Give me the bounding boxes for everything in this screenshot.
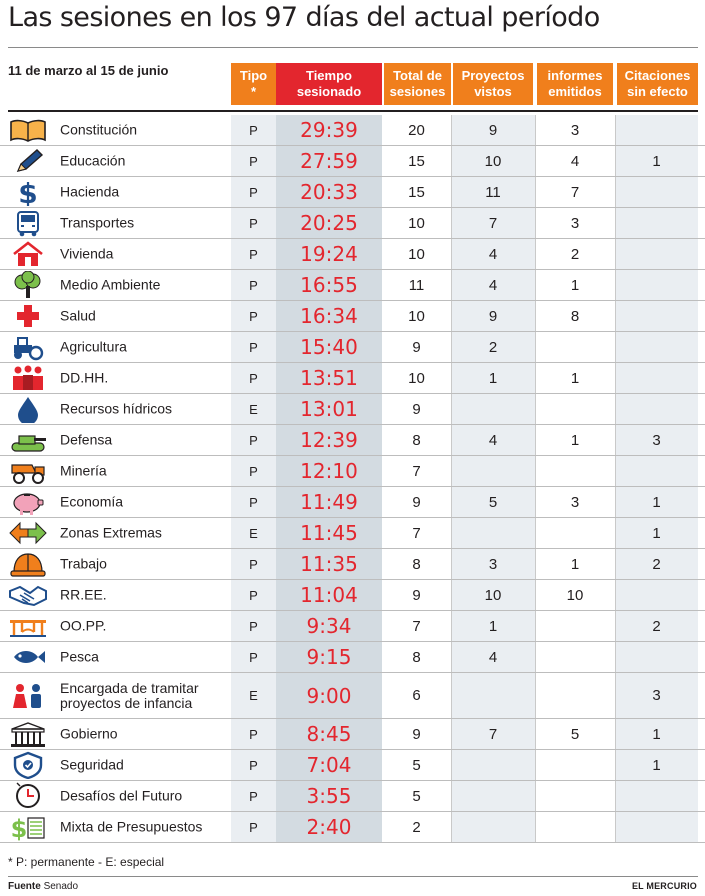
table-row [0,270,705,301]
total-cell: 8 [412,555,421,573]
commission-name: Transportes [60,214,135,231]
informes-cell: 10 [566,586,584,604]
column-divider [451,177,452,207]
informes-cell [535,518,615,548]
total-cell: 11 [408,276,425,294]
informes-cell: 1 [570,369,580,387]
commission-name: Defensa [60,431,113,448]
column-divider [615,611,616,641]
table-row [0,332,705,363]
column-divider [615,146,616,176]
column-divider [535,781,536,811]
informes-cell: 1 [570,555,580,573]
book-icon [8,116,48,144]
total-cell: 8 [412,648,421,666]
column-divider [451,208,452,238]
citaciones-cell [615,239,698,269]
commission-name: Gobierno [60,725,118,742]
proyectos-cell: 4 [451,642,535,672]
footer-divider [8,876,698,877]
tiempo-cell: 9:00 [276,673,382,718]
table-row [0,781,705,812]
column-divider [615,549,616,579]
commission-name: Encargada de tramitar proyectos de infancia [60,679,199,711]
column-divider [615,673,616,718]
fish-icon [8,643,48,671]
total-cell: 9 [412,493,421,511]
proyectos-cell: 1 [451,611,535,641]
total-cell: 8 [412,431,421,449]
table-row [0,239,705,270]
citaciones-cell [615,177,698,207]
informes-cell: 8 [570,307,580,325]
total-cell: 10 [408,307,425,325]
proyectos-cell: 9 [451,115,535,145]
header-tiempo-sesionado: Tiempo sesionado [276,63,382,105]
citaciones-cell: 2 [615,611,698,641]
total-cell: 7 [412,617,421,635]
total-cell: 10 [408,245,425,263]
table-row [0,115,705,146]
informes-cell: 1 [570,431,580,449]
bus-icon [8,209,48,237]
column-divider [451,456,452,486]
tipo-cell: E [231,394,276,424]
hard-hat-icon [8,550,48,578]
proyectos-cell [451,456,535,486]
column-divider [535,208,536,238]
tiempo-cell: 15:40 [276,332,382,362]
citaciones-cell [615,270,698,300]
shield-icon [8,751,48,779]
health-cross-icon [8,302,48,330]
column-divider [615,332,616,362]
water-drop-icon [8,395,48,423]
double-arrow-icon [8,519,48,547]
tree-icon [8,271,48,299]
total-cell: 2 [412,818,421,836]
informes-cell: 3 [570,214,580,232]
column-divider [535,750,536,780]
bridge-icon [8,612,48,640]
commission-name: OO.PP. [60,617,107,634]
commission-name: Desafíos del Futuro [60,787,183,804]
column-divider [451,301,452,331]
total-cell: 9 [412,725,421,743]
informes-cell [535,332,615,362]
commission-name: Pesca [60,648,99,665]
citaciones-cell: 1 [615,518,698,548]
citaciones-cell [615,781,698,811]
column-divider [615,425,616,455]
tipo-cell: P [231,487,276,517]
table-row [0,487,705,518]
tiempo-cell: 9:34 [276,611,382,641]
column-divider [535,518,536,548]
commission-name: Educación [60,152,126,169]
tipo-cell: P [231,146,276,176]
column-divider [451,750,452,780]
proyectos-cell [451,394,535,424]
commission-table [0,115,705,843]
column-divider [615,719,616,749]
informes-cell [535,781,615,811]
citaciones-cell [615,580,698,610]
source-value: Senado [43,881,79,892]
column-divider [451,332,452,362]
tiempo-cell: 27:59 [276,146,382,176]
pencil-icon [8,147,48,175]
title-divider [8,47,698,48]
proyectos-cell: 7 [451,208,535,238]
tipo-cell: P [231,239,276,269]
commission-name: DD.HH. [60,369,109,386]
proyectos-cell: 5 [451,487,535,517]
column-divider [451,580,452,610]
column-divider [451,611,452,641]
column-divider [535,673,536,718]
column-divider [535,487,536,517]
citaciones-cell: 1 [615,750,698,780]
tiempo-cell: 13:01 [276,394,382,424]
commission-name: Hacienda [60,183,120,200]
dollar-icon [8,178,48,206]
column-divider [451,239,452,269]
table-row [0,208,705,239]
column-divider [615,518,616,548]
column-divider [451,518,452,548]
commission-name: Constitución [60,121,138,138]
informes-cell [535,394,615,424]
column-divider [451,425,452,455]
svg-text:$: $ [18,178,38,206]
column-divider [535,456,536,486]
commission-name: Zonas Extremas [60,524,162,541]
tipo-cell: P [231,115,276,145]
total-cell: 5 [412,756,421,774]
column-divider [535,549,536,579]
tiempo-cell: 7:04 [276,750,382,780]
tipo-cell: P [231,719,276,749]
total-cell: 20 [408,121,425,139]
total-cell: 15 [408,152,425,170]
tiempo-cell: 13:51 [276,363,382,393]
citaciones-cell: 2 [615,549,698,579]
mining-truck-icon [8,457,48,485]
column-divider [615,301,616,331]
proyectos-cell: 9 [451,301,535,331]
people-group-icon [8,364,48,392]
tipo-cell: P [231,208,276,238]
handshake-icon [8,581,48,609]
tiempo-cell: 19:24 [276,239,382,269]
citaciones-cell: 1 [615,146,698,176]
budget-icon [8,813,48,841]
piggy-bank-icon [8,488,48,516]
informes-cell: 7 [570,183,580,201]
column-divider [615,239,616,269]
table-row [0,580,705,611]
column-divider [535,301,536,331]
tiempo-cell: 8:45 [276,719,382,749]
column-divider [535,146,536,176]
informes-cell: 3 [570,493,580,511]
column-divider [451,270,452,300]
column-divider [535,812,536,842]
total-cell: 5 [412,787,421,805]
commission-name: Salud [60,307,96,324]
column-divider [535,425,536,455]
table-row [0,518,705,549]
tiempo-cell: 3:55 [276,781,382,811]
source-line [8,881,78,892]
citaciones-cell: 1 [615,719,698,749]
table-row [0,611,705,642]
tipo-cell: E [231,673,276,718]
column-divider [451,812,452,842]
proyectos-cell [451,673,535,718]
tiempo-cell: 20:33 [276,177,382,207]
column-divider [535,332,536,362]
column-divider [615,750,616,780]
citaciones-cell [615,332,698,362]
column-divider [615,208,616,238]
citaciones-cell [615,812,698,842]
column-divider [535,177,536,207]
tiempo-cell: 11:04 [276,580,382,610]
table-row [0,394,705,425]
commission-name: Mixta de Presupuestos [60,818,203,835]
svg-text:$: $ [10,815,28,841]
proyectos-cell [451,781,535,811]
column-divider [615,177,616,207]
informes-cell: 2 [570,245,580,263]
citaciones-cell [615,301,698,331]
column-divider [451,673,452,718]
tipo-cell: P [231,549,276,579]
tiempo-cell: 16:55 [276,270,382,300]
house-icon [8,240,48,268]
citaciones-cell: 1 [615,487,698,517]
column-divider [451,394,452,424]
table-row [0,673,705,719]
table-row [0,812,705,843]
commission-name: Agricultura [60,338,127,355]
date-range-subtitle: 11 de marzo al 15 de junio [8,63,169,78]
tipo-cell: P [231,332,276,362]
total-cell: 6 [412,687,421,704]
total-cell: 10 [408,369,425,387]
total-cell: 9 [412,400,421,418]
tiempo-cell: 20:25 [276,208,382,238]
tipo-cell: E [231,518,276,548]
proyectos-cell [451,750,535,780]
table-row [0,146,705,177]
citaciones-cell [615,363,698,393]
column-divider [615,487,616,517]
total-cell: 10 [408,214,425,232]
tractor-icon [8,333,48,361]
proyectos-cell: 4 [451,425,535,455]
column-divider [535,611,536,641]
tipo-cell: P [231,611,276,641]
tipo-cell: P [231,456,276,486]
proyectos-cell [451,518,535,548]
government-building-icon [8,720,48,748]
column-divider [451,549,452,579]
proyectos-cell: 4 [451,239,535,269]
column-divider [535,580,536,610]
tipo-cell: P [231,363,276,393]
column-divider [535,270,536,300]
table-row [0,719,705,750]
table-row [0,425,705,456]
tank-icon [8,426,48,454]
table-row [0,177,705,208]
tipo-cell: P [231,580,276,610]
table-row [0,549,705,580]
tiempo-cell: 16:34 [276,301,382,331]
informes-cell: 3 [570,121,580,139]
proyectos-cell: 10 [451,146,535,176]
table-row [0,301,705,332]
column-divider [615,394,616,424]
footnote: * P: permanente - E: especial [8,855,165,869]
tipo-cell: P [231,177,276,207]
commission-name: Trabajo [60,555,107,572]
informes-cell [535,812,615,842]
publisher-brand: EL MERCURIO [631,881,697,891]
table-row [0,642,705,673]
commission-name: Economía [60,493,124,510]
header-citaciones-sin-efecto: Citaciones sin efecto [617,63,698,105]
table-header [0,63,705,105]
column-divider [615,812,616,842]
commission-name: Medio Ambiente [60,276,161,293]
column-divider [451,781,452,811]
column-divider [451,642,452,672]
tiempo-cell: 29:39 [276,115,382,145]
total-cell: 7 [412,462,421,480]
column-divider [535,363,536,393]
table-row [0,750,705,781]
column-divider [615,115,616,145]
column-divider [615,781,616,811]
column-divider [615,363,616,393]
commission-name: RR.EE. [60,586,107,603]
informes-cell [535,673,615,718]
citaciones-cell [615,456,698,486]
column-divider [451,115,452,145]
table-row [0,363,705,394]
tipo-cell: P [231,301,276,331]
citaciones-cell [615,394,698,424]
proyectos-cell: 1 [451,363,535,393]
tiempo-cell: 11:35 [276,549,382,579]
tiempo-cell: 9:15 [276,642,382,672]
informes-cell: 1 [570,276,580,294]
source-label: Fuente [8,881,41,892]
proyectos-cell: 7 [451,719,535,749]
tipo-cell: P [231,750,276,780]
column-divider [615,580,616,610]
children-icon [8,682,48,710]
informes-cell [535,611,615,641]
header-total-sesiones: Total de sesiones [384,63,451,105]
column-divider [615,456,616,486]
proyectos-cell: 2 [451,332,535,362]
clock-icon [8,782,48,810]
informes-cell: 4 [570,152,580,170]
total-cell: 7 [412,524,421,542]
citaciones-cell: 3 [615,673,698,718]
header-tipo: Tipo * [231,63,276,105]
proyectos-cell: 4 [451,270,535,300]
citaciones-cell [615,115,698,145]
header-proyectos-vistos: Proyectos vistos [453,63,533,105]
column-divider [615,270,616,300]
page-title: Las sesiones en los 97 días del actual período [8,2,600,33]
proyectos-cell: 10 [451,580,535,610]
total-cell: 9 [412,338,421,356]
proyectos-cell: 3 [451,549,535,579]
total-cell: 9 [412,586,421,604]
informes-cell: 5 [570,725,580,743]
column-divider [535,642,536,672]
commission-name: Vivienda [60,245,114,262]
citaciones-cell: 3 [615,425,698,455]
tiempo-cell: 11:45 [276,518,382,548]
tiempo-cell: 12:10 [276,456,382,486]
tiempo-cell: 11:49 [276,487,382,517]
column-divider [451,719,452,749]
citaciones-cell [615,208,698,238]
commission-name: Minería [60,462,107,479]
proyectos-cell: 11 [451,177,535,207]
total-cell: 15 [408,183,425,201]
tiempo-cell: 12:39 [276,425,382,455]
tipo-cell: P [231,642,276,672]
column-divider [535,719,536,749]
proyectos-cell [451,812,535,842]
column-divider [615,642,616,672]
column-divider [535,115,536,145]
tipo-cell: P [231,270,276,300]
informes-cell [535,642,615,672]
column-divider [535,239,536,269]
tipo-cell: P [231,812,276,842]
tipo-cell: P [231,425,276,455]
tipo-cell: P [231,781,276,811]
column-divider [451,363,452,393]
informes-cell [535,456,615,486]
header-informes-emitidos: informes emitidos [537,63,613,105]
citaciones-cell [615,642,698,672]
commission-name: Recursos hídricos [60,400,173,417]
commission-name: Seguridad [60,756,124,773]
column-divider [451,487,452,517]
column-divider [535,394,536,424]
informes-cell [535,750,615,780]
column-divider [451,146,452,176]
tiempo-cell: 2:40 [276,812,382,842]
header-divider [8,110,698,112]
table-row [0,456,705,487]
